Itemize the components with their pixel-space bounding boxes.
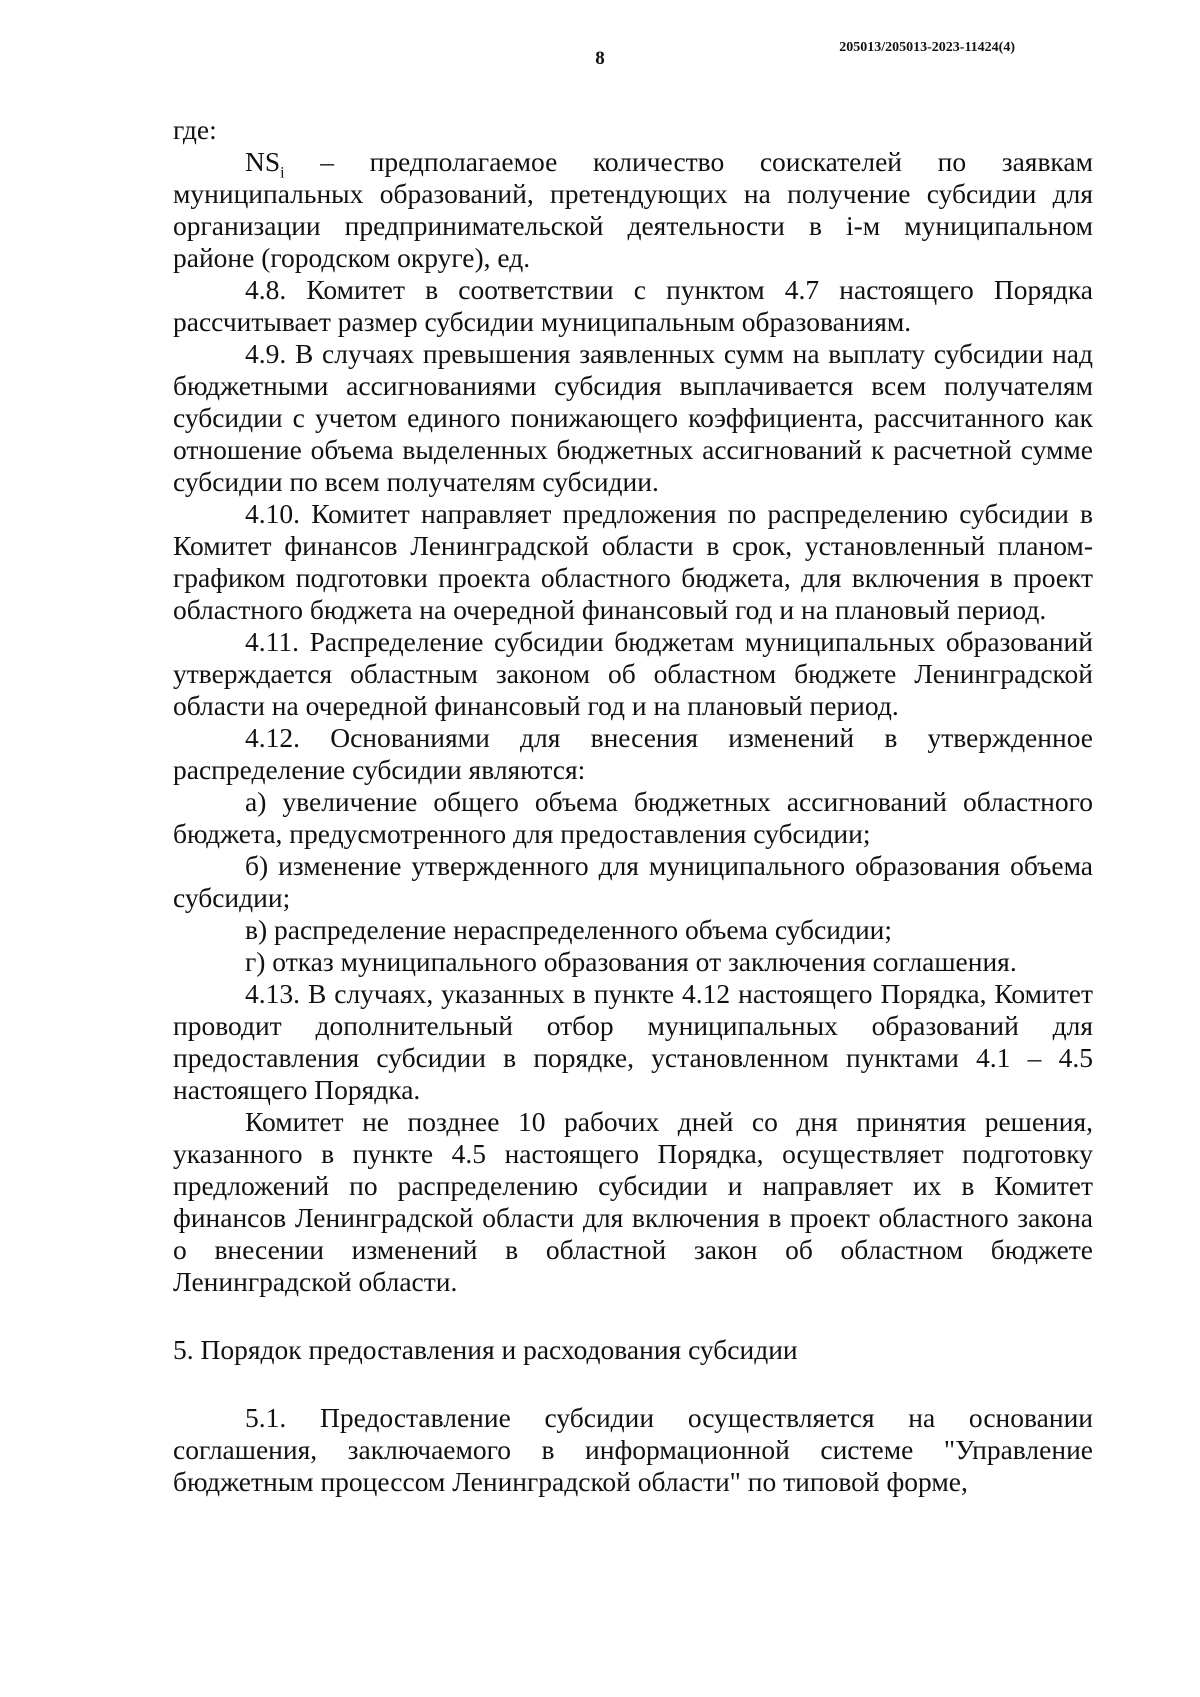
paragraph-4-11: 4.11. Распределение субсидии бюджетам муниципальных образований утверждается областным законом об областном бюджете Ленинградской области на очередной финансовый год и на плановый период. — [173, 626, 1093, 721]
paragraph-4-13-continued: Комитет не позднее 10 рабочих дней со дня принятия решения, указанного в пункте 4.5 настоящего Порядка, осуществляет подготовку предложений по распределению субсидии и направляет их в Комитет финансов Ленинградской области для включения в проект областного закона о внесении изменений в областной закон об областном бюджете Ленинградской области. — [173, 1106, 1093, 1297]
document-body — [173, 114, 1093, 1498]
list-item-g: г) отказ муниципального образования от заключения соглашения. — [245, 946, 1017, 977]
ns-definition-text: – предполагаемое количество соискателей по заявкам муниципальных образований, претендующих на получение субсидии для организации предпринимательской деятельности в i-м муниципальном районе (городском округе), ед. — [173, 146, 1093, 273]
document-id: 205013/205013-2023-11424(4) — [839, 40, 1015, 55]
list-item-a: а) увеличение общего объема бюджетных ассигнований областного бюджета, предусмотренного для предоставления субсидии; — [173, 786, 1093, 849]
paragraph-5-1: 5.1. Предоставление субсидии осуществляется на основании соглашения, заключаемого в информационной системе "Управление бюджетным процессом Ленинградской области" по типовой форме, — [173, 1402, 1093, 1497]
list-item-b: б) изменение утвержденного для муниципального образования объема субсидии; — [173, 850, 1093, 913]
paragraph-4-13: 4.13. В случаях, указанных в пункте 4.12 настоящего Порядка, Комитет проводит дополнительный отбор муниципальных образований для предоставления субсидии в порядке, установленном пунктами 4.1 – 4.5 настоящего Порядка. — [173, 978, 1093, 1105]
list-item-v: в) распределение нераспределенного объема субсидии; — [245, 914, 893, 945]
page-number: 8 — [595, 48, 605, 69]
ns-definition-paragraph — [173, 146, 1093, 274]
ns-subscript: i — [280, 164, 285, 182]
paragraph-4-10: 4.10. Комитет направляет предложения по распределению субсидии в Комитет финансов Ленинградской области в срок, установленный планом-графиком подготовки проекта областного бюджета, для включения в проект областного бюджета на очередной финансовый год и на плановый период. — [173, 498, 1093, 625]
ns-symbol: $NS_i$ — [245, 146, 285, 182]
paragraph-4-12: 4.12. Основаниями для внесения изменений в утвержденное распределение субсидии являются: — [173, 722, 1093, 785]
paragraph-4-9: 4.9. В случаях превышения заявленных сумм на выплату субсидии над бюджетными ассигнованиями субсидия выплачивается всем получателям субсидии с учетом единого понижающего коэффициента, рассчитанного как отношение объема выделенных бюджетных ассигнований к расчетной сумме субсидии по всем получателям субсидии. — [173, 338, 1093, 497]
where-label: где: — [173, 114, 217, 145]
section-5-heading: 5. Порядок предоставления и расходования субсидии — [173, 1334, 798, 1365]
paragraph-4-8: 4.8. Комитет в соответствии с пунктом 4.7 настоящего Порядка рассчитывает размер субсидии муниципальным образованиям. — [173, 274, 1093, 337]
